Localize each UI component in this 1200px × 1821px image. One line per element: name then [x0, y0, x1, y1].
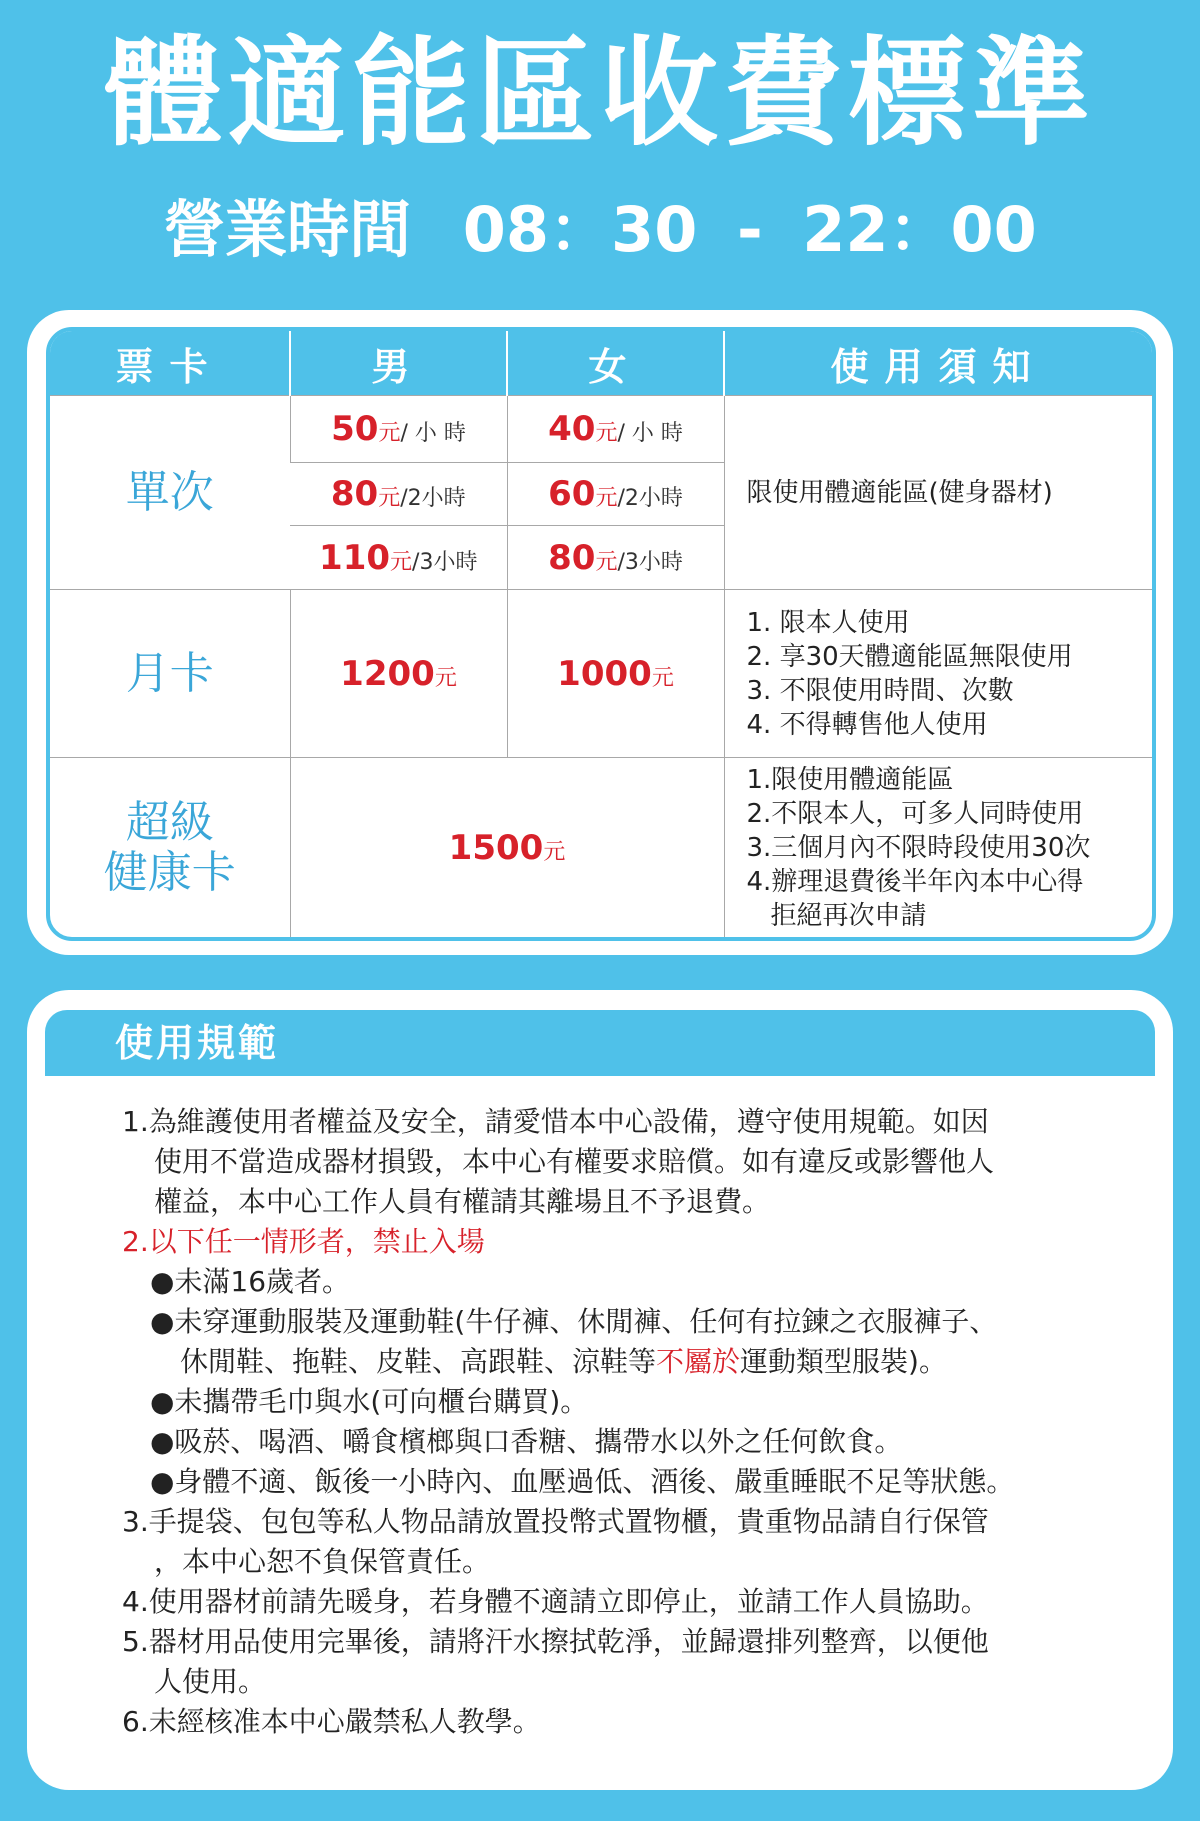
- rules-heading: 使用規範: [45, 1010, 1155, 1076]
- single-male-1h: 50元/ 小 時: [290, 396, 507, 463]
- table-row: [50, 590, 1152, 758]
- rule-3: 3.手提袋、包包等私人物品請放置投幣式置物櫃，貴重物品請自行保管: [122, 1505, 989, 1538]
- rules-list: 1.為維護使用者權益及安全，請愛惜本中心設備，遵守使用規範。如因 使用不當造成器材損毀，本中心有權要求賠償。如有違反或影響他人 權益，本中心工作人員有權請其離場且不予退費。 2.以下任一情形者，禁止入場 ●未滿16歲者。 ●未穿運動服裝及運動鞋(牛仔褲、休閒褲、任何有拉鍊之衣服褲子、 休閒鞋、拖鞋、皮鞋、高跟鞋、涼鞋等不屬於運動類型服裝)。 ●未攜帶毛巾與水(可向櫃台購買)。 ●吸菸、喝酒、嚼食檳榔與口香糖、攜帶水以外之任何飲食。 ●身體不適、飯後一小時內、血壓過低、酒後、嚴重睡眠不足等狀態。 3.手提袋、包包等私人物品請放置投幣式置物櫃，貴重物品請自行保管 ，本中心恕不負保管責任。 4.使用器材前請先暖身，若身體不適請立即停止，並請工作人員協助。 5.器材用品使用完畢後，請將汗水擦拭乾淨，並歸還排列整齊，以便他 人使用。 6.未經核准本中心嚴禁私人教學。: [122, 1102, 1122, 1742]
- hours-close: 22：00: [802, 193, 1037, 266]
- table-row: [50, 758, 1152, 938]
- super-price: 1500元: [290, 758, 724, 938]
- single-note: 限使用體適能區(健身器材): [724, 396, 1152, 590]
- rule-1: 1.為維護使用者權益及安全，請愛惜本中心設備，遵守使用規範。如因: [122, 1105, 989, 1138]
- business-hours: [0, 190, 1200, 270]
- table-row: [50, 396, 1152, 463]
- rule-2: 2.以下任一情形者，禁止入場: [122, 1225, 485, 1258]
- monthly-female: 1000元: [507, 590, 724, 758]
- monthly-male: 1200元: [290, 590, 507, 758]
- single-male-3h: 110元/3小時: [290, 526, 507, 590]
- header-ticket: 票卡: [50, 331, 290, 396]
- single-female-3h: 80元/3小時: [507, 526, 724, 590]
- single-female-1h: 40元/ 小 時: [507, 396, 724, 463]
- header-male: 男: [290, 331, 507, 396]
- hours-label: 營業時間: [163, 193, 412, 266]
- rule-2-bullet-1: ●未滿16歲者。: [150, 1265, 351, 1298]
- header-female: 女: [507, 331, 724, 396]
- rule-2-bullet-4: ●吸菸、喝酒、嚼食檳榔與口香糖、攜帶水以外之任何飲食。: [150, 1425, 903, 1458]
- header-notes: 使用須知: [724, 331, 1152, 396]
- category-monthly: 月卡: [50, 590, 290, 758]
- hours-open: 08：30: [462, 193, 698, 266]
- rule-5: 5.器材用品使用完畢後，請將汗水擦拭乾淨，並歸還排列整齊，以便他: [122, 1625, 989, 1658]
- page-title: 體適能區收費標準: [103, 24, 1096, 162]
- rule-6: 6.未經核准本中心嚴禁私人教學。: [122, 1705, 541, 1738]
- single-female-2h: 60元/2小時: [507, 463, 724, 526]
- hours-separator: -: [736, 193, 763, 266]
- fee-panel: [27, 310, 1173, 955]
- rules-panel: [27, 990, 1173, 1790]
- category-super: 超級 健康卡: [50, 758, 290, 938]
- category-single: 單次: [50, 396, 290, 590]
- single-male-2h: 80元/2小時: [290, 463, 507, 526]
- rule-2-bullet-3: ●未攜帶毛巾與水(可向櫃台購買)。: [150, 1385, 589, 1418]
- rule-2-bullet-2: ●未穿運動服裝及運動鞋(牛仔褲、休閒褲、任何有拉鍊之衣服褲子、: [150, 1305, 998, 1338]
- monthly-notes: 1. 限本人使用 2. 享30天體適能區無限使用 3. 不限使用時間、次數 4. 不得轉售他人使用: [724, 590, 1152, 758]
- super-notes: 1.限使用體適能區 2.不限本人，可多人同時使用 3.三個月內不限時段使用30次 4.辦理退費後半年內本中心得 拒絕再次申請: [724, 758, 1152, 938]
- rule-4: 4.使用器材前請先暖身，若身體不適請立即停止，並請工作人員協助。: [122, 1585, 989, 1618]
- rule-2-bullet-5: ●身體不適、飯後一小時內、血壓過低、酒後、嚴重睡眠不足等狀態。: [150, 1465, 1015, 1498]
- fee-table: [46, 327, 1156, 941]
